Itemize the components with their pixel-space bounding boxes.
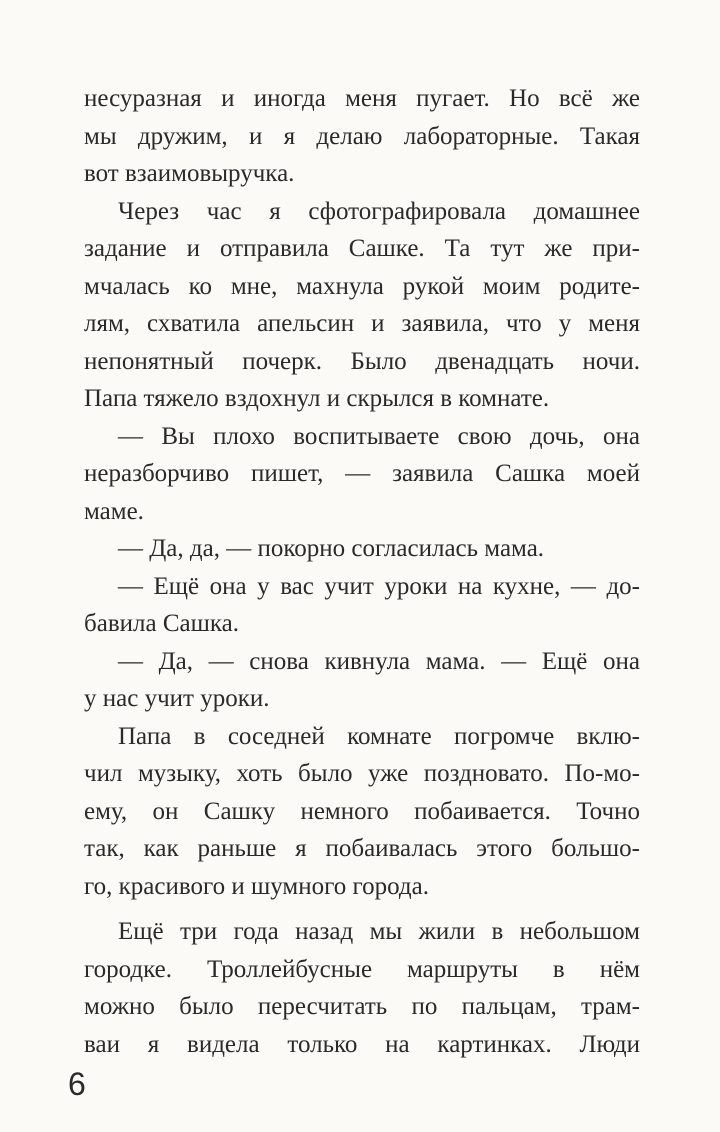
text-line: вот взаимовыручка.	[84, 160, 295, 187]
text-line: можно было пересчитать по пальцам, трам-	[84, 993, 640, 1020]
text-line: — Да, — снова кивнула мама. — Ещё она	[118, 647, 640, 675]
text-line: задание и отправила Сашке. Та тут же при-	[84, 235, 640, 262]
page-number: 6	[68, 1066, 86, 1102]
text-block-bottom	[84, 913, 640, 1063]
text-line: бавила Сашка.	[84, 610, 239, 637]
text-line: Через час я сфотографировала домашнее	[118, 197, 640, 225]
text-line: мы дружим, и я делаю лабораторные. Такая	[84, 122, 640, 150]
text-line: — Вы плохо воспитываете свою дочь, она	[118, 422, 640, 450]
text-line: у нас учит уроки.	[84, 685, 270, 712]
text-line: Папа тяжело вздохнул и скрылся в комнате.	[84, 385, 550, 412]
text-line: неразборчиво пишет, — заявила Сашка моей	[84, 460, 640, 487]
text-line: лям, схватила апельсин и заявила, что у меня	[84, 310, 640, 337]
text-line: — Да, да, — покорно согласилась мама.	[118, 535, 545, 562]
text-line: ему, он Сашку немного побаивается. Точно	[84, 797, 640, 825]
text-line: ваи я видела только на картинках. Люди	[84, 1030, 640, 1058]
text-line: так, как раньше я побаивалась этого большо-	[84, 835, 640, 862]
text-line: мчалась ко мне, махнула рукой моим родите-	[84, 272, 640, 300]
text-line: городке. Троллейбусные маршруты в нём	[84, 955, 640, 983]
text-line: го, красивого и шумного города.	[84, 872, 429, 900]
text-line: Папа в соседней комнате погромче вклю-	[118, 722, 640, 750]
text-line: чил музыку, хоть было уже поздновато. По-мо-	[84, 760, 640, 787]
text-line: Ещё три года назад мы жили в небольшом	[118, 918, 640, 945]
text-line: — Ещё она у вас учит уроки на кухне, — до-	[118, 572, 640, 600]
text-line: непонятный почерк. Было двенадцать ночи.	[84, 347, 640, 375]
text-block-top	[84, 80, 640, 905]
text-line: несуразная и иногда меня пугает. Но всё же	[84, 85, 640, 112]
text-line: маме.	[84, 497, 144, 525]
